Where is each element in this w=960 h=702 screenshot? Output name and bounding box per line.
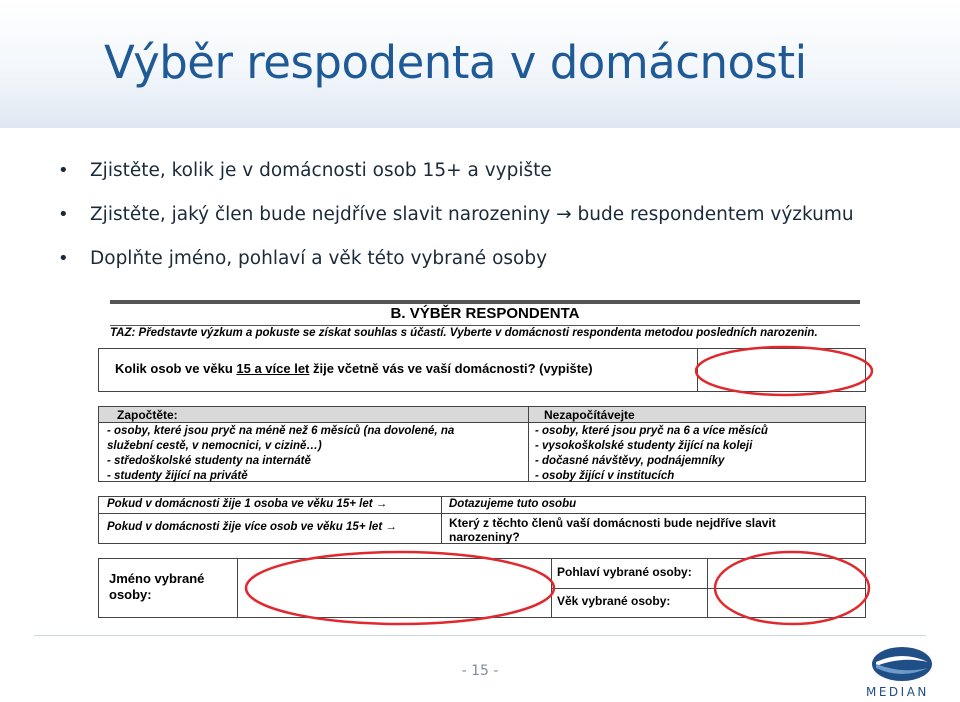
- slide-title: Výběr respodenta v domácnosti: [104, 36, 807, 89]
- logo-text: MEDIAN: [866, 685, 929, 699]
- row-divider: [99, 513, 865, 514]
- row-divider: [551, 588, 865, 589]
- list-item: služební cestě, v nemocnici, v cizině…): [107, 440, 322, 452]
- selection-rules-table: [98, 496, 866, 544]
- page-number: - 15 -: [461, 663, 499, 679]
- nocount-heading: Nezapočítávejte: [544, 408, 635, 422]
- list-item: - osoby, které jsou pryč na méně než 6 měsíců (na dovolené, na: [107, 425, 455, 437]
- form-top-rule: [110, 300, 860, 304]
- bullet-item: [58, 204, 938, 248]
- list-item: - středoškolské studenty na internátě: [107, 455, 311, 467]
- bullet-glyph: •: [58, 160, 69, 181]
- rule-one-person: Pokud v domácnosti žije 1 osoba ve věku 15+ let →: [107, 498, 388, 510]
- slide-header: [0, 0, 960, 128]
- list-item: - dočasné návštěvy, podnájemníky: [535, 455, 725, 467]
- answer-divider: [697, 349, 698, 391]
- bullet-glyph: •: [58, 204, 69, 225]
- nocount-list: [535, 424, 768, 484]
- bullet-glyph: •: [58, 248, 69, 269]
- questionnaire-form: [96, 296, 866, 628]
- counting-rules-table: [98, 406, 866, 482]
- bullet-text: Zjistěte, kolik je v domácnosti osob 15+ a vypište: [90, 160, 552, 181]
- household-count-row: [98, 348, 866, 392]
- table-header: [99, 407, 865, 423]
- household-count-question: Kolik osob ve věku 15 a více let žije včetně vás ve vaší domácnosti? (vypište): [115, 361, 593, 376]
- interviewer-instruction: TAZ: Představte výzkum a pokuste se získat souhlas s účastí. Vyberte v domácnosti respondenta metodou posledních narozenin.: [110, 327, 818, 339]
- rule-more-result: Který z těchto členů vaší domácnosti bude nejdříve slavit narozeniny?: [449, 516, 776, 544]
- selected-person-row: [98, 558, 866, 618]
- list-item: - osoby, které jsou pryč na 6 a více měsíců: [535, 425, 768, 437]
- gender-label: Pohlaví vybrané osoby:: [557, 565, 692, 579]
- age-label: Věk vybrané osoby:: [557, 594, 671, 608]
- bullet-text: Doplňte jméno, pohlaví a věk této vybrané osoby: [90, 248, 548, 269]
- bullet-item: [58, 248, 938, 292]
- list-item: - osoby žijící v institucích: [535, 470, 675, 482]
- form-section-title: B. VÝBĚR RESPONDENTA: [390, 305, 580, 322]
- rule-more-persons: Pokud v domácnosti žije více osob ve věku 15+ let →: [107, 521, 397, 533]
- list-item: - studenty žijící na privátě: [107, 470, 248, 482]
- form-section-rule: [110, 325, 860, 326]
- name-label: Jméno vybrané osoby:: [109, 571, 205, 602]
- column-divider: [528, 407, 529, 481]
- rule-one-result: Dotazujeme tuto osobu: [449, 498, 577, 510]
- bullet-list: [58, 160, 938, 292]
- count-list: [107, 424, 454, 484]
- footer-rule: [34, 635, 926, 636]
- column-divider: [441, 497, 442, 543]
- bullet-item: [58, 160, 938, 204]
- column-divider: [237, 559, 238, 617]
- list-item: - vysokoškolské studenty žijící na koleji: [535, 440, 753, 452]
- bullet-text: Zjistěte, jaký člen bude nejdříve slavit narozeniny → bude respondentem výzkumu: [90, 204, 854, 225]
- count-heading: Započtěte:: [117, 408, 178, 422]
